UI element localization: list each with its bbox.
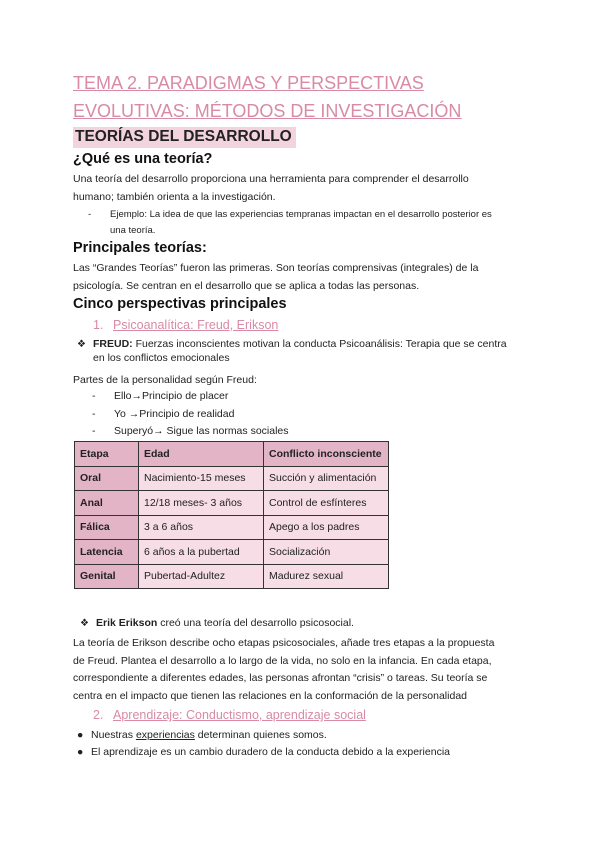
paragraph-erikson: La teoría de Erikson describe ocho etapas psicosociales, añade tres etapas a la propuesta de Freud. Plantea el desarrollo a lo largo de la vida, no solo en la infancia. En cada etapa, correspondiente a diferentes edades, las personas afrontan “crisis” o tareas. Su teoría se centra en el impacto que tienen las relaciones en la conformación de la personalidad	[73, 637, 495, 702]
paragraph-principales	[73, 260, 543, 295]
bullet-item: ● Nuestras experiencias determinan quienes somos.	[77, 729, 327, 741]
header-conflicto: Conflicto inconsciente	[264, 442, 389, 467]
erikson-text: creó una teoría del desarrollo psicosocial.	[157, 617, 354, 629]
subheading-psicoanalitica	[93, 318, 278, 332]
example-item	[88, 207, 558, 238]
freud-label: FREUD:	[93, 338, 133, 350]
table-row: Fálica 3 a 6 años Apego a los padres	[75, 515, 389, 540]
freud-stages-table	[74, 441, 389, 589]
underlined-word: experiencias	[135, 729, 195, 741]
que-es-line-2: humano; también orienta a la investigación.	[73, 190, 276, 203]
list-number: 1.	[93, 318, 104, 332]
heading-cinco: Cinco perspectivas principales	[73, 296, 287, 312]
partes-heading: Partes de la personalidad según Freud:	[73, 374, 257, 386]
table-row: Anal 12/18 meses- 3 años Control de esfínteres	[75, 491, 389, 516]
header-edad: Edad	[139, 442, 264, 467]
example-line-2: una teoría.	[110, 224, 156, 236]
heading-principales: Principales teorías:	[73, 240, 207, 256]
freud-parts-list	[92, 390, 289, 443]
dash-marker: -	[88, 209, 92, 220]
freud-item	[77, 338, 507, 364]
bullet-icon: ●	[77, 746, 84, 758]
list-item: - Superyó→ Sigue las normas sociales	[92, 425, 289, 437]
title-line-2: EVOLUTIVAS: MÉTODOS DE INVESTIGACIÓN	[73, 101, 462, 121]
list-item: - Ello→Principio de placer	[92, 390, 229, 402]
principales-line-2: psicología. Se centran en el desarrollo que se aplica a todas las personas.	[73, 279, 420, 292]
subheading-label: Aprendizaje: Conductismo, aprendizaje social	[113, 708, 366, 722]
list-item: - Yo →Principio de realidad	[92, 407, 235, 420]
subheading-label: Psicoanalítica: Freud, Erikson	[113, 318, 279, 332]
example-line-1: Ejemplo: La idea de que las experiencias tempranas impactan en el desarrollo posterior es	[110, 209, 492, 220]
paragraph-que-es	[73, 171, 543, 206]
diamond-bullet-icon: ❖	[77, 339, 86, 350]
erikson-item	[80, 617, 354, 629]
principales-line-1: Las “Grandes Teorías” fueron las primeras. Son teorías comprensivas (integrales) de la	[73, 262, 479, 274]
section-heading: TEORÍAS DEL DESARROLLO	[73, 127, 296, 148]
list-number: 2.	[93, 708, 104, 722]
title-line-1: TEMA 2. PARADIGMAS Y PERSPECTIVAS	[73, 73, 424, 93]
table-row: Latencia 6 años a la pubertad Socialización	[75, 540, 389, 565]
que-es-line-1: Una teoría del desarrollo proporciona una herramienta para comprender el desarrollo	[73, 173, 469, 185]
table-row: Genital Pubertad-Adultez Madurez sexual	[75, 564, 389, 589]
freud-text-1: Fuerzas inconscientes motivan la conducta Psicoanálisis: Terapia que se centra	[132, 338, 507, 350]
erikson-label: Erik Erikson	[96, 617, 158, 629]
diamond-bullet-icon: ❖	[80, 618, 89, 629]
heading-que-es: ¿Qué es una teoría?	[73, 151, 213, 167]
header-etapa: Etapa	[75, 442, 139, 467]
bullet-item: ● El aprendizaje es un cambio duradero de la conducta debido a la experiencia	[77, 746, 450, 758]
table-row: Oral Nacimiento-15 meses Succión y alimentación	[75, 466, 389, 491]
subheading-aprendizaje	[93, 708, 366, 722]
bullet-icon: ●	[77, 729, 84, 741]
freud-text-2: en los conflictos emocionales	[93, 352, 230, 364]
table-header-row	[75, 442, 389, 467]
